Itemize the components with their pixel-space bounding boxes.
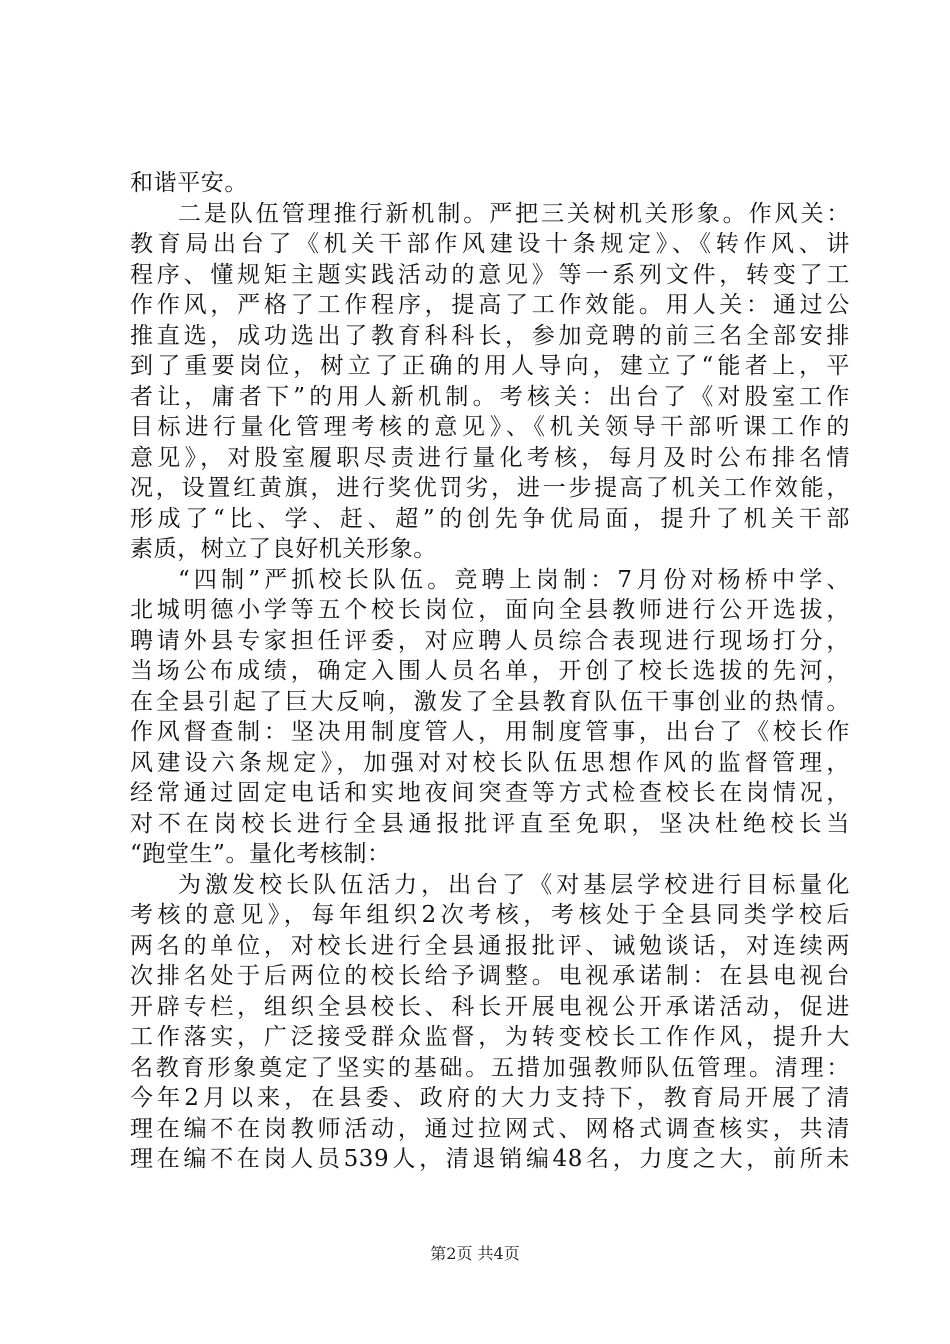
- text-line: 况，设置红黄旗，进行奖优罚劣，进一步提高了机关工作效能，: [130, 475, 850, 501]
- text-line: 教育局出台了《机关干部作风建设十条规定》、《转作风、讲: [130, 231, 850, 257]
- text-line: 和谐平安。: [130, 170, 248, 196]
- text-line: “跑堂生”。量化考核制：: [130, 841, 391, 867]
- text-line: 今年2月以来，在县委、政府的大力支持下，教育局开展了清: [130, 1085, 850, 1111]
- text-line: 理在编不在岗人员539人，清退销编48名，力度之大，前所未: [130, 1146, 850, 1172]
- text-line: 次排名处于后两位的校长给予调整。电视承诺制：在县电视台: [130, 963, 850, 989]
- text-line: 为激发校长队伍活力，出台了《对基层学校进行目标量化: [178, 871, 850, 898]
- text-line: 作风督查制：坚决用制度管人，用制度管事，出台了《校长作: [130, 719, 850, 745]
- text-line: 风建设六条规定》，加强对对校长队伍思想作风的监督管理，: [130, 749, 850, 776]
- text-line: “四制”严抓校长队伍。竞聘上岗制：7月份对杨桥中学、: [178, 566, 850, 593]
- text-line: 工作落实，广泛接受群众监督，为转变校长工作作风，提升大: [130, 1024, 850, 1050]
- text-line: 考核的意见》，每年组织2次考核，考核处于全县同类学校后: [130, 902, 850, 928]
- page-number-footer: 第2页 共4页: [430, 1244, 520, 1263]
- text-line: 程序、懂规矩主题实践活动的意见》等一系列文件，转变了工: [130, 261, 850, 288]
- text-line: 聘请外县专家担任评委，对应聘人员综合表现进行现场打分，: [130, 627, 850, 654]
- text-line: 在全县引起了巨大反响，激发了全县教育队伍干事创业的热情。: [130, 688, 850, 715]
- text-line: 北城明德小学等五个校长岗位，面向全县教师进行公开选拔，: [130, 597, 850, 623]
- text-line: 意见》，对股室履职尽责进行量化考核，每月及时公布排名情: [130, 444, 850, 471]
- text-line: 经常通过固定电话和实地夜间突查等方式检查校长在岗情况，: [130, 780, 850, 806]
- document-body: [130, 168, 850, 1175]
- text-line: 推直选，成功选出了教育科科长，参加竞聘的前三名全部安排: [130, 322, 850, 349]
- text-line: 当场公布成绩，确定入围人员名单，开创了校长选拔的先河，: [130, 658, 850, 684]
- text-line: 名教育形象奠定了坚实的基础。五措加强教师队伍管理。清理：: [130, 1054, 850, 1081]
- text-line: 理在编不在岗教师活动，通过拉网式、网格式调查核实，共清: [130, 1115, 850, 1142]
- text-line: 二是队伍管理推行新机制。严把三关树机关形象。作风关：: [178, 200, 850, 227]
- text-line: 两名的单位，对校长进行全县通报批评、诫勉谈话，对连续两: [130, 932, 850, 959]
- text-line: 者让，庸者下”的用人新机制。考核关：出台了《对股室工作: [130, 383, 850, 410]
- text-line: 到了重要岗位，树立了正确的用人导向，建立了“能者上，平: [130, 353, 850, 379]
- text-line: 作作风，严格了工作程序，提高了工作效能。用人关：通过公: [130, 292, 850, 318]
- text-line: 目标进行量化管理考核的意见》、《机关领导干部听课工作的: [130, 414, 850, 440]
- text-line: 对不在岗校长进行全县通报批评直至免职，坚决杜绝校长当: [130, 810, 850, 837]
- text-line: 开辟专栏，组织全县校长、科长开展电视公开承诺活动，促进: [130, 993, 850, 1020]
- text-line: 形成了“比、学、赶、超”的创先争优局面，提升了机关干部: [130, 505, 850, 532]
- text-line: 素质，树立了良好机关形象。: [130, 536, 437, 562]
